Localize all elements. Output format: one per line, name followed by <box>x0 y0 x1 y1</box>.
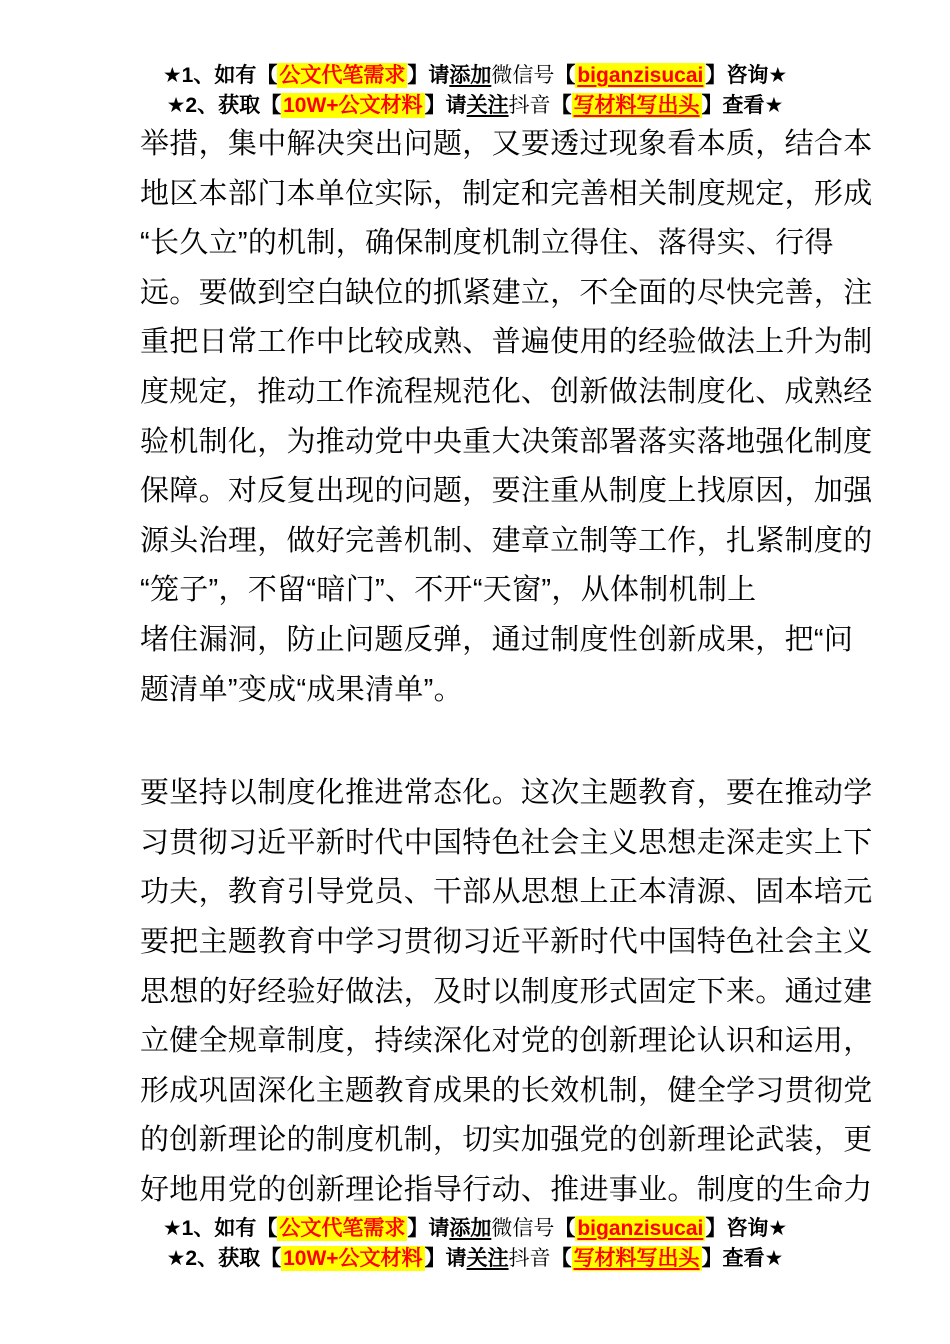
promo-text: ★1、如有【 <box>162 64 278 87</box>
promo-text: 微信号 <box>491 64 555 87</box>
text-line: 思想的好经验好做法，及时以制度形式固定下来。通过建 <box>140 975 873 1008</box>
promo-text: 】请 <box>424 94 467 117</box>
promo-banner-bottom <box>0 1214 950 1274</box>
text-line: “笼子”，不留“暗门”、不开“天窗”，从体制机制上 <box>140 574 757 607</box>
promo-line-2 <box>0 91 950 121</box>
promo-line-1 <box>0 1214 950 1244</box>
promo-text: ★1、如有【 <box>162 1217 278 1240</box>
text-line: 源头治理，做好完善机制、建章立制等工作，扎紧制度的 <box>140 524 873 557</box>
promo-line-1 <box>0 61 950 91</box>
text-line: 举措，集中解决突出问题，又要透过现象看本质，结合本 <box>140 128 873 160</box>
promo-text: 【 <box>550 1247 572 1270</box>
promo-text: 】查看★ <box>701 1247 784 1270</box>
promo-highlight-materials: 10W+公文材料 <box>283 1247 423 1270</box>
promo-text: ★2、获取【 <box>166 94 282 117</box>
promo-text: 微信号 <box>491 1217 555 1240</box>
promo-underline-add: 添加 <box>449 1217 492 1240</box>
text-line: 远。要做到空白缺位的抓紧建立，不全面的尽快完善，注 <box>140 276 873 309</box>
promo-text: 【 <box>554 64 576 87</box>
promo-text: 】请 <box>407 1217 450 1240</box>
promo-highlight-service: 公文代笔需求 <box>279 1217 406 1240</box>
promo-text: 【 <box>550 94 572 117</box>
text-line: 题清单”变成“成果清单”。 <box>140 673 463 706</box>
document-body <box>140 120 873 1215</box>
text-line: 重把日常工作中比较成熟、普遍使用的经验做法上升为制 <box>140 326 873 359</box>
promo-wechat-id: biganzisucai <box>577 64 704 87</box>
paragraph-2 <box>140 769 873 1215</box>
promo-text: 】查看★ <box>701 94 784 117</box>
text-line: 要坚持以制度化推进常态化。这次主题教育，要在推动学 <box>140 777 873 810</box>
text-line: 要把主题教育中学习贯彻习近平新时代中国特色社会主义 <box>140 925 873 958</box>
text-line: 的创新理论的制度机制，切实加强党的创新理论武装，更 <box>140 1124 873 1157</box>
text-line: 功夫，教育引导党员、干部从思想上正本清源、固本培元 <box>140 876 873 909</box>
promo-douyin-id: 写材料写出头 <box>573 94 700 117</box>
text-line: 验机制化，为推动党中央重大决策部署落实落地强化制度 <box>140 425 873 458</box>
promo-text: 】咨询★ <box>705 1217 788 1240</box>
text-line: 堵住漏洞，防止问题反弹，通过制度性创新成果，把“问 <box>140 623 854 656</box>
text-line: 立健全规章制度，持续深化对党的创新理论认识和运用， <box>140 1025 873 1058</box>
promo-underline-follow: 关注 <box>466 1247 509 1270</box>
promo-banner-top <box>0 61 950 121</box>
promo-text: 】请 <box>407 64 450 87</box>
text-line: 度规定，推动工作流程规范化、创新做法制度化、成熟经 <box>140 375 873 408</box>
text-line: “长久立”的机制，确保制度机制立得住、落得实、行得 <box>140 227 834 260</box>
promo-highlight-service: 公文代笔需求 <box>279 64 406 87</box>
promo-text: 抖音 <box>508 1247 551 1270</box>
text-line: 形成巩固深化主题教育成果的长效机制，健全学习贯彻党 <box>140 1074 873 1107</box>
promo-text: 【 <box>554 1217 576 1240</box>
text-line: 习贯彻习近平新时代中国特色社会主义思想走深走实上下 <box>140 826 873 859</box>
promo-text: ★2、获取【 <box>166 1247 282 1270</box>
text-line: 好地用党的创新理论指导行动、推进事业。制度的生命力 <box>140 1173 873 1206</box>
promo-underline-add: 添加 <box>449 64 492 87</box>
promo-douyin-id: 写材料写出头 <box>573 1247 700 1270</box>
paragraph-1 <box>140 120 873 715</box>
promo-text: 】请 <box>424 1247 467 1270</box>
promo-text: 抖音 <box>508 94 551 117</box>
text-line: 地区本部门本单位实际，制定和完善相关制度规定，形成 <box>140 177 873 210</box>
promo-line-2 <box>0 1244 950 1274</box>
promo-wechat-id: biganzisucai <box>577 1217 704 1240</box>
promo-underline-follow: 关注 <box>466 94 509 117</box>
text-line: 保障。对反复出现的问题，要注重从制度上找原因，加强 <box>140 475 873 508</box>
promo-text: 】咨询★ <box>705 64 788 87</box>
promo-highlight-materials: 10W+公文材料 <box>283 94 423 117</box>
